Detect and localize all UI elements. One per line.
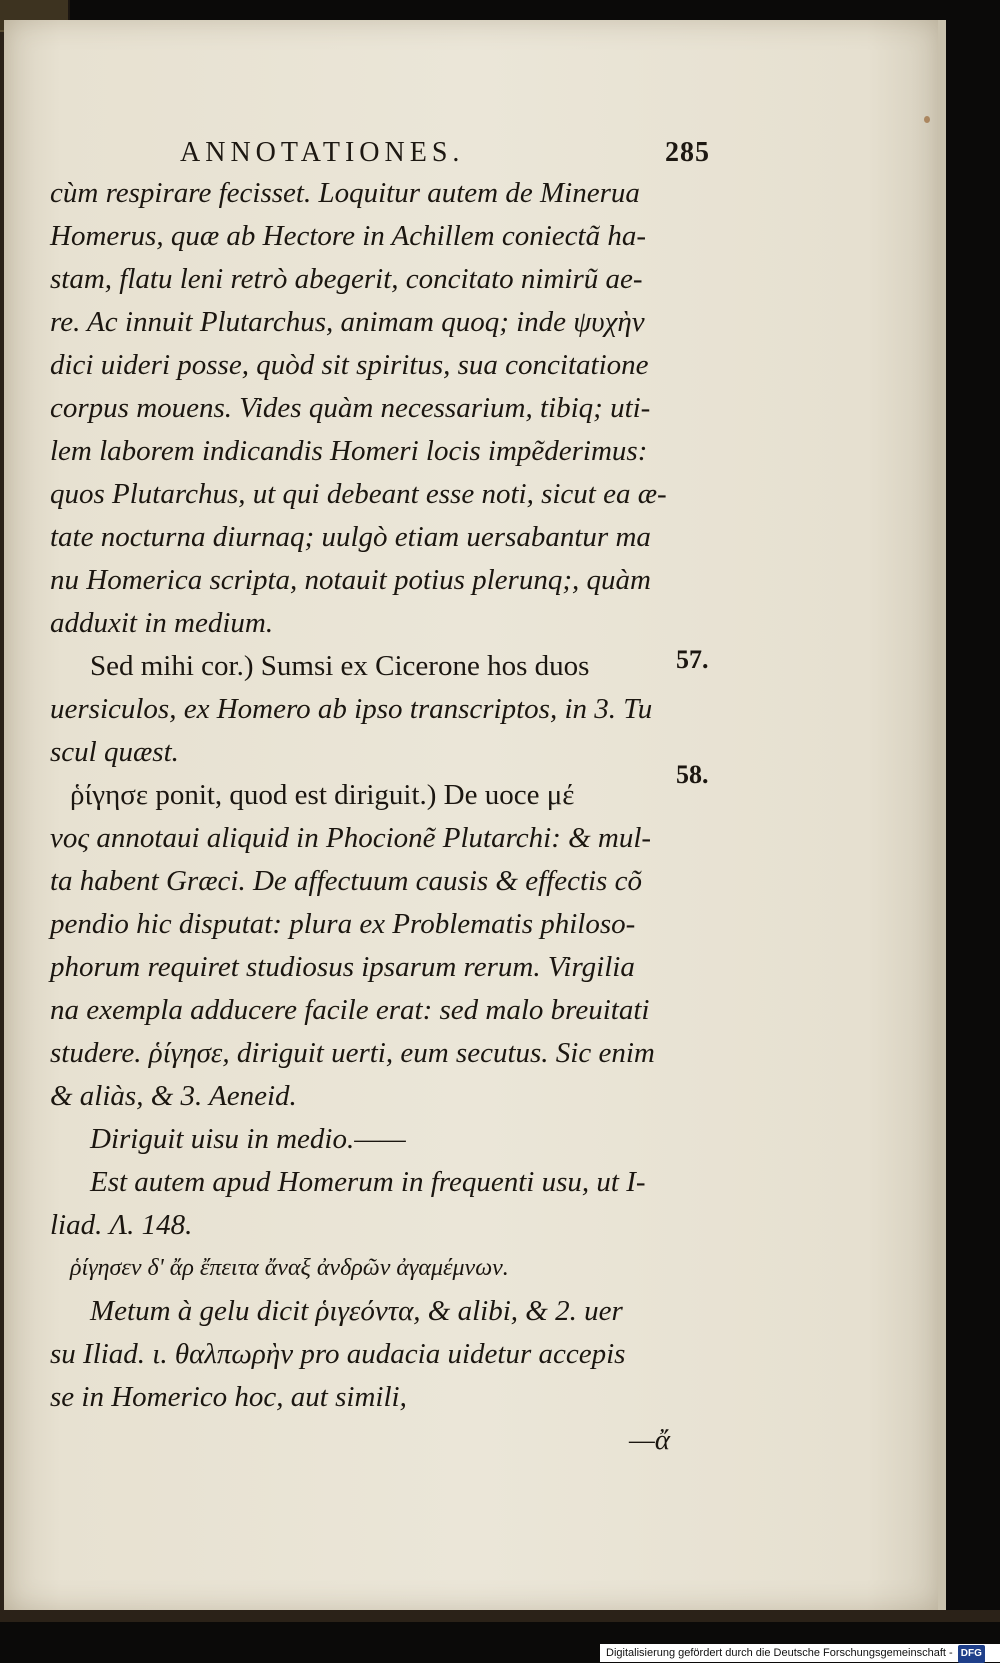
running-header [180, 137, 710, 169]
verse-quote-line: Diriguit uisu in medio.—— [90, 1123, 406, 1155]
margin-number: 57. [676, 645, 709, 674]
text-line: scul quæst. [50, 736, 179, 768]
text-line: nu Homerica scripta, notauit potius plerunq;, quàm [50, 564, 651, 596]
text-line: quos Plutarchus, ut qui debeant esse noti, sicut ea æ- [50, 478, 667, 510]
running-title: ANNOTATIONES. [180, 137, 465, 168]
page-bottom-edge [0, 1610, 1000, 1622]
lemma-line: Sed mihi cor.) Sumsi ex Cicerone hos duos [90, 650, 590, 682]
text-line: Est autem apud Homerum in frequenti usu, ut I- [90, 1166, 646, 1198]
dfg-logo: DFG [958, 1645, 985, 1663]
credit-text: Digitalisierung gefördert durch die Deutsche Forschungsgemeinschaft - [606, 1647, 953, 1659]
text-line: dici uideri posse, quòd sit spiritus, sua concitatione [50, 349, 649, 381]
page-edge [938, 20, 946, 1610]
text-line: se in Homerico hoc, aut simili, [50, 1381, 407, 1413]
text-line: tate nocturna diurnaq; uulgò etiam uersabantur ma [50, 521, 651, 553]
body-text [50, 172, 710, 1462]
text-line: corpus mouens. Vides quàm necessarium, tibiq; uti- [50, 392, 651, 424]
text-line: liad. Λ. 148. [50, 1209, 193, 1241]
lemma-line: ῥίγησε ponit, quod est diriguit.) De uoce μέ [70, 779, 575, 811]
margin-number: 58. [676, 760, 709, 789]
catchword: —ἄ [628, 1424, 670, 1456]
text-line: adduxit in medium. [50, 607, 274, 639]
text-line: νος annotaui aliquid in Phocionẽ Plutarchi: & mul- [50, 822, 652, 854]
text-line: lem laborem indicandis Homeri locis impẽderimus: [50, 435, 648, 467]
page-number: 285 [665, 137, 710, 168]
text-line: Metum à gelu dicit ῥιγεόντα, & alibi, & 2. uer [90, 1295, 623, 1327]
ink-spot [924, 116, 930, 123]
digitization-credit [600, 1644, 1000, 1662]
text-line: phorum requiret studiosus ipsarum rerum. Virgilia [50, 951, 635, 983]
text-line: uersiculos, ex Homero ab ipso transcriptos, in 3. Tu [50, 693, 653, 725]
text-line: cùm respirare fecisset. Loquitur autem de Minerua [50, 177, 640, 209]
text-line: Homerus, quæ ab Hectore in Achillem coniectã ha- [50, 220, 646, 252]
text-line: pendio hic disputat: plura ex Problematis philoso- [50, 908, 636, 940]
text-line: na exempla adducere facile erat: sed malo breuitati [50, 994, 650, 1026]
text-line: studere. ῥίγησε, diriguit uerti, eum secutus. Sic enim [50, 1037, 655, 1069]
text-line: ta habent Græci. De affectuum causis & effectis cõ [50, 865, 642, 897]
text-line: su Iliad. ι. θαλπωρὴν pro audacia uidetur accepis [50, 1338, 626, 1370]
text-line: & aliàs, & 3. Aeneid. [50, 1080, 297, 1112]
text-line: stam, flatu leni retrò abegerit, concitato nimirũ ae- [50, 263, 643, 295]
greek-quote-line: ῥίγησεν δ' ἄρ ἔπειτα ἄναξ ἀνδρῶν ἀγαμέμνων. [70, 1255, 509, 1281]
text-line: re. Ac innuit Plutarchus, animam quoq; inde ψυχὴν [50, 306, 645, 338]
